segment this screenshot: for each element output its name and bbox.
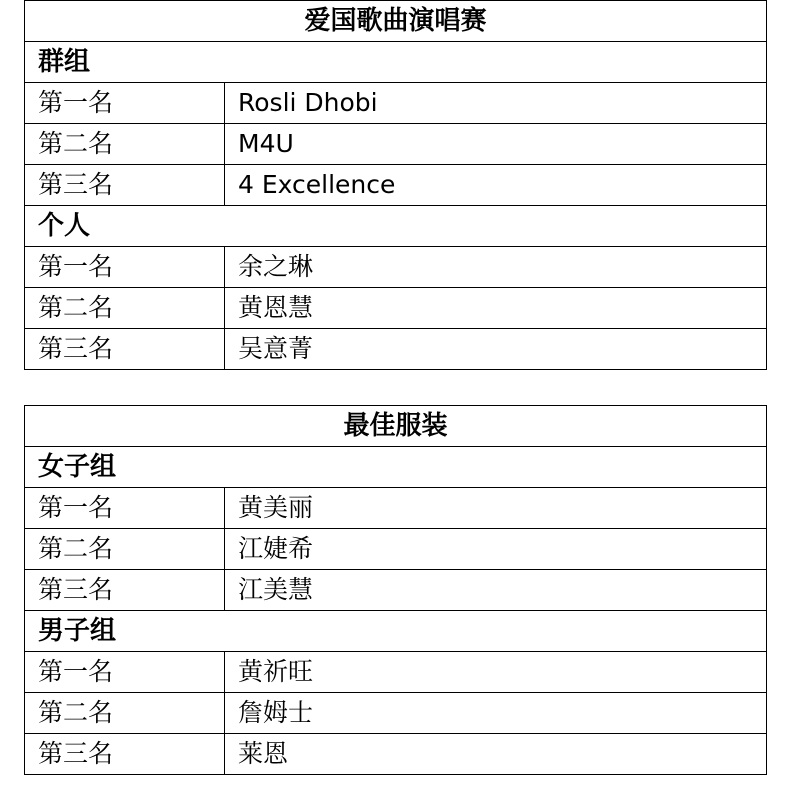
rank-cell: 第三名 xyxy=(25,329,225,370)
table-row xyxy=(25,329,767,370)
table-row xyxy=(25,124,767,165)
rank-cell: 第一名 xyxy=(25,488,225,529)
winner-name-cell: 黄恩慧 xyxy=(225,288,767,329)
rank-cell: 第三名 xyxy=(25,165,225,206)
table-row xyxy=(25,693,767,734)
table-title: 爱国歌曲演唱赛 xyxy=(25,1,767,42)
section-heading-row xyxy=(25,447,767,488)
rank-cell: 第二名 xyxy=(25,288,225,329)
rank-cell: 第一名 xyxy=(25,83,225,124)
section-heading-row xyxy=(25,611,767,652)
section-heading-row xyxy=(25,206,767,247)
table-title-row xyxy=(25,1,767,42)
rank-cell: 第三名 xyxy=(25,570,225,611)
winner-name-cell: 江婕希 xyxy=(225,529,767,570)
table-row xyxy=(25,247,767,288)
section-heading-row xyxy=(25,42,767,83)
table-title: 最佳服装 xyxy=(25,406,767,447)
rank-cell: 第一名 xyxy=(25,652,225,693)
winner-name-cell: 詹姆士 xyxy=(225,693,767,734)
section-heading: 群组 xyxy=(25,42,767,83)
section-heading: 女子组 xyxy=(25,447,767,488)
table-row xyxy=(25,488,767,529)
rank-cell: 第一名 xyxy=(25,247,225,288)
winner-name-cell: 余之琳 xyxy=(225,247,767,288)
winner-name-cell: 黄美丽 xyxy=(225,488,767,529)
rank-cell: 第二名 xyxy=(25,529,225,570)
section-heading: 男子组 xyxy=(25,611,767,652)
best-costume-table xyxy=(24,405,767,775)
table-row xyxy=(25,652,767,693)
table-row xyxy=(25,83,767,124)
table-row xyxy=(25,570,767,611)
section-heading: 个人 xyxy=(25,206,767,247)
winner-name-cell: Rosli Dhobi xyxy=(225,83,767,124)
table-title-row xyxy=(25,406,767,447)
winner-name-cell: 4 Excellence xyxy=(225,165,767,206)
winner-name-cell: 黄祈旺 xyxy=(225,652,767,693)
winner-name-cell: 江美慧 xyxy=(225,570,767,611)
table-row xyxy=(25,288,767,329)
winner-name-cell: M4U xyxy=(225,124,767,165)
rank-cell: 第三名 xyxy=(25,734,225,775)
table-row xyxy=(25,734,767,775)
winner-name-cell: 吴意菁 xyxy=(225,329,767,370)
rank-cell: 第二名 xyxy=(25,693,225,734)
rank-cell: 第二名 xyxy=(25,124,225,165)
table-row xyxy=(25,529,767,570)
table-row xyxy=(25,165,767,206)
singing-contest-table xyxy=(24,0,767,370)
winner-name-cell: 莱恩 xyxy=(225,734,767,775)
